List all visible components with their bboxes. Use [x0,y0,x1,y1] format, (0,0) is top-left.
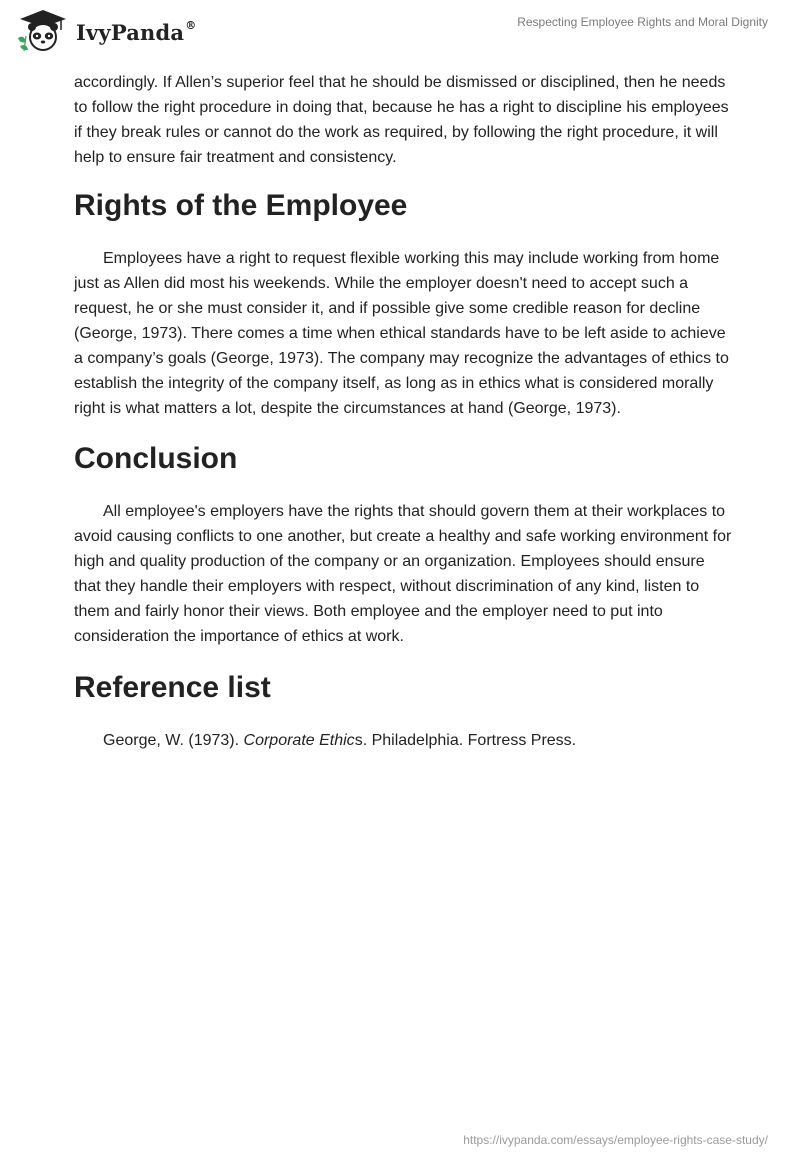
reference-list-heading: Reference list [74,671,271,704]
conclusion-heading: Conclusion [74,442,238,475]
reference-publisher: s. Philadelphia. Fortress Press. [354,732,577,749]
brand-wordmark [76,20,196,45]
brand-name: IvyPanda [76,19,185,45]
panda-graduate-icon [14,8,72,52]
conclusion-paragraph: All employee's employers have the rights that should govern them at their workplaces to avoid causing conflicts to one another, but create a healthy and safe working environment for high and quality production of the company or an organization. Employees should ensure that they handle their employers with respect, without discrimination of any kind, listen to them and fairly honor their views. Both employee and the employer need to put into consideration the importance of ethics at work. [74,503,732,645]
rights-heading: Rights of the Employee [74,189,408,222]
ivypanda-logo[interactable] [14,8,196,52]
source-url-link[interactable]: https://ivypanda.com/essays/employee-rights-case-study/ [463,1133,768,1147]
rights-paragraph: Employees have a right to request flexible working this may include working from home just as Allen did most his weekends. While the employer doesn't need to accept such a request, he or she must consider it, and if possible give some credible reason for decline (George, 1973). There comes a time when ethical standards have to be left aside to achieve a company’s goals (George, 1973). The company may recognize the advantages of ethics to establish the integrity of the company itself, as long as in ethics what is considered morally right is what matters a lot, despite the circumstances at hand (George, 1973). [74,250,729,417]
document-title: Respecting Employee Rights and Moral Dignity [517,15,768,29]
intro-paragraph: accordingly. If Allen’s superior feel that he should be dismissed or disciplined, then he needs to follow the right procedure in doing that, because he has a right to discipline his employees if they break rules or cannot do the work as required, by following the right procedure, it will help to ensure fair treatment and consistency. [74,74,729,166]
registered-mark: ® [185,18,197,32]
page-header [0,0,800,70]
essay-content [74,70,734,753]
reference-entry [74,728,734,753]
reference-title: Corporate Ethic [243,732,355,749]
reference-author-year: George, W. (1973). [103,732,244,749]
